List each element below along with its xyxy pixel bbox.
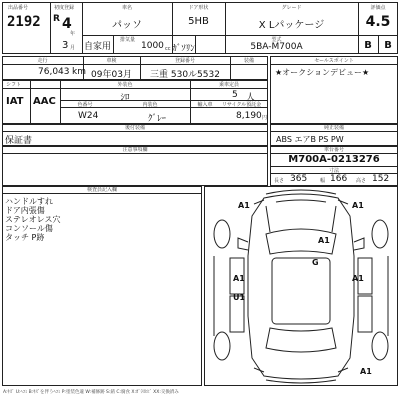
notes-label: 注意事項欄 [122, 147, 148, 153]
inspector-item: コンソール傷 [5, 224, 53, 233]
plate: 三重 530ル5532 [150, 70, 220, 80]
damage-mark: G [312, 258, 319, 267]
capacity-unit: 人 [246, 93, 256, 103]
cc-unit: cc [165, 46, 171, 52]
exterior-score: B [384, 40, 392, 51]
inspect-label: 純正装備 [323, 125, 344, 131]
fuel: ｶﾞｿﾘﾝ [172, 44, 195, 54]
year: 4 [62, 16, 72, 32]
shift-label: シフト [6, 82, 22, 88]
displacement: 1000 [141, 41, 164, 51]
size-label: 寸法 [328, 168, 339, 174]
mileage-unit: km [72, 67, 86, 77]
inspector-item: ハンドルすれ [5, 197, 53, 206]
lot-number: 2192 [7, 14, 41, 30]
length: 365 [290, 174, 308, 184]
inspection-label: 車検 [106, 58, 117, 64]
sales-point-label: セールスポイント [314, 58, 354, 64]
import-label: 輸入車 [197, 102, 213, 108]
month-unit: 月 [70, 45, 76, 51]
inspector-item: ドア内張傷 [5, 206, 45, 215]
car-name: パッソ [112, 20, 142, 31]
plate-label: 登録番号 [174, 58, 195, 64]
grade-label: グレード [281, 5, 302, 11]
height: 152 [372, 174, 390, 184]
mileage: 76,043 [38, 67, 70, 77]
damage-mark: A1 [352, 274, 364, 283]
doors: 5HB [188, 16, 209, 27]
ac: AAC [33, 96, 56, 107]
displacement-label: 排気量 [120, 37, 136, 43]
doors-label: ドア形状 [188, 5, 209, 11]
score-label: 評価点 [370, 5, 386, 11]
color-code: W24 [78, 111, 99, 121]
use: 自家用 [83, 42, 111, 52]
capacity: 5 [232, 90, 238, 100]
damage-mark: A1 [238, 201, 250, 210]
warranty: 保証書 [5, 136, 33, 146]
year-unit: 年 [70, 31, 76, 37]
damage-mark: A1 [318, 236, 330, 245]
month: 3 [62, 40, 69, 51]
height-label: 高さ [356, 178, 367, 184]
car-name-label: 車名 [121, 5, 132, 11]
interior-color: ｸﾞﾚｰ [148, 114, 167, 124]
model: 5BA-M700A [250, 42, 303, 52]
yen-unit: 円 [262, 115, 268, 121]
damage-mark: A1 [233, 274, 245, 283]
lot-label: 出品番号 [8, 5, 29, 11]
damage-mark: A1 [360, 367, 372, 376]
shift: IAT [6, 96, 24, 107]
inspection: 09年03月 [91, 70, 132, 80]
sales-point: ★オークションデビュー★ [275, 68, 370, 77]
width-label: 幅 [320, 178, 326, 184]
grade: X Lパッケージ [258, 20, 325, 31]
mileage-label: 走行 [37, 58, 48, 64]
length-label: 長さ [274, 178, 285, 184]
era: R [53, 14, 60, 24]
options-label: 装備 [243, 58, 254, 64]
interior-score: B [364, 40, 372, 51]
code-label: 色番号 [77, 102, 93, 108]
damage-mark: A1 [352, 201, 364, 210]
model-label: 型式 [271, 37, 282, 43]
recycle-fee: 8,190 [236, 111, 262, 121]
chassis-number: M700A-0213276 [288, 154, 380, 165]
recycle-label: リサイクル預託金 [222, 102, 262, 108]
capacity-label: 乗車定員 [218, 82, 239, 88]
inspector-item: ステレオレス穴 [5, 215, 61, 224]
score: 4.5 [365, 14, 391, 30]
car-diagram [204, 186, 398, 386]
options: ABS エアB PS PW [276, 135, 344, 144]
rear-label: 後付装備 [124, 125, 145, 131]
width: 166 [330, 174, 348, 184]
chassis-label: 車台番号 [323, 147, 344, 153]
inspector-item: タッチ P跡 [5, 233, 45, 242]
damage-legend: A:ｷｽﾞ U:ﾍｺﾐ B:ｷｽﾞを伴うﾍｺﾐ P:塗装色違 W:補修跡 S:錆 C:腐食 X:ｶﾞﾗｽﾋﾋﾞ XX:交換済み [3, 390, 179, 395]
color: ｼﾛ [120, 93, 130, 103]
interior-label: 内装色 [142, 102, 158, 108]
inspector-label: 検査員記入欄 [86, 187, 117, 193]
damage-mark: U1 [233, 293, 246, 302]
year-label: 初度登録 [54, 5, 75, 11]
color-label: 外装色 [117, 82, 133, 88]
